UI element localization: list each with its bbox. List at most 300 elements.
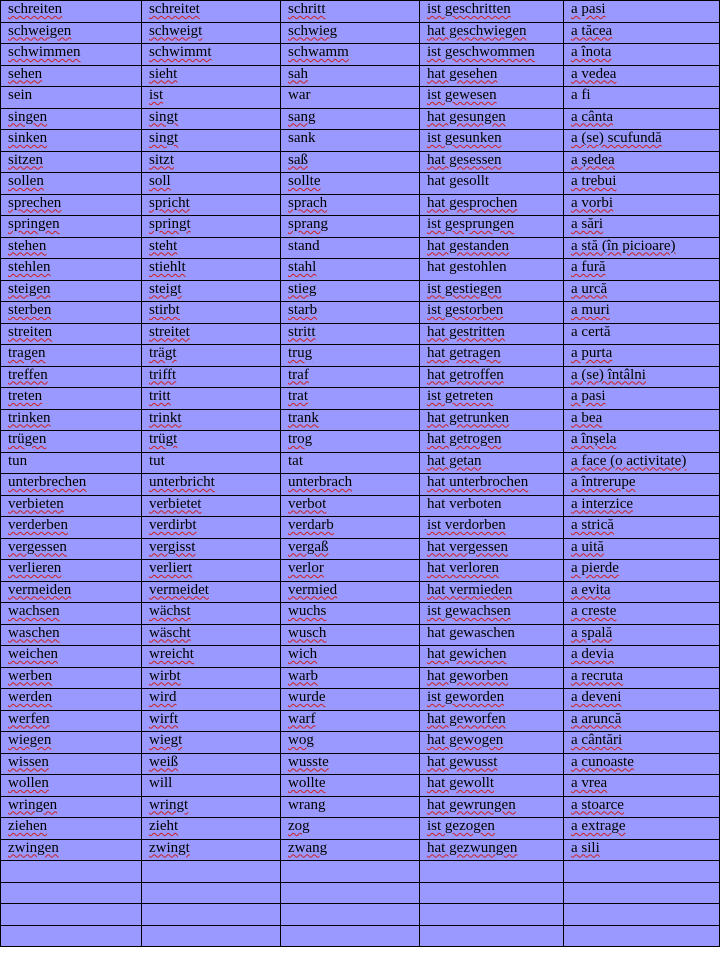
cell-preterite[interactable] (281, 474, 420, 496)
cell-present-3rd-person[interactable] (142, 452, 281, 474)
cell-present-3rd-person[interactable] (142, 130, 281, 152)
cell-present-3rd-person[interactable] (142, 194, 281, 216)
cell-present-3rd-person[interactable] (142, 323, 281, 345)
cell-perfect[interactable] (420, 366, 564, 388)
cell-text: hat geschwiegen (427, 22, 527, 39)
cell-perfect[interactable] (420, 409, 564, 431)
empty-cell[interactable] (281, 925, 420, 947)
cell-translation[interactable] (564, 710, 720, 732)
table-row (1, 280, 720, 302)
cell-present-3rd-person[interactable] (142, 366, 281, 388)
cell-perfect[interactable] (420, 388, 564, 410)
cell-infinitive[interactable] (1, 732, 142, 754)
cell-perfect[interactable] (420, 796, 564, 818)
cell-perfect[interactable] (420, 65, 564, 87)
cell-infinitive[interactable] (1, 1, 142, 23)
cell-text: stiehlt (149, 259, 186, 275)
cell-infinitive[interactable] (1, 323, 142, 345)
cell-preterite[interactable] (281, 44, 420, 66)
cell-text: hat getragen (427, 345, 501, 361)
cell-preterite[interactable] (281, 581, 420, 603)
empty-cell[interactable] (564, 904, 720, 926)
cell-perfect[interactable] (420, 173, 564, 195)
cell-text: verdirbt (149, 517, 197, 533)
cell-preterite[interactable] (281, 732, 420, 754)
cell-present-3rd-person[interactable] (142, 216, 281, 238)
cell-infinitive[interactable] (1, 667, 142, 689)
cell-translation[interactable] (564, 280, 720, 302)
cell-preterite[interactable] (281, 302, 420, 324)
cell-translation[interactable] (564, 345, 720, 367)
cell-text: sollte (288, 173, 321, 189)
cell-preterite[interactable] (281, 108, 420, 130)
cell-preterite[interactable] (281, 280, 420, 302)
empty-cell[interactable] (564, 925, 720, 947)
cell-present-3rd-person[interactable] (142, 818, 281, 840)
cell-text: verbieten (8, 495, 64, 512)
cell-infinitive[interactable] (1, 560, 142, 582)
cell-perfect[interactable] (420, 44, 564, 66)
cell-translation[interactable] (564, 775, 720, 797)
cell-text: hat gesessen (427, 151, 502, 168)
cell-perfect[interactable] (420, 710, 564, 732)
cell-infinitive[interactable] (1, 452, 142, 474)
cell-present-3rd-person[interactable] (142, 280, 281, 302)
cell-perfect[interactable] (420, 624, 564, 646)
table-row (1, 538, 720, 560)
cell-translation[interactable] (564, 302, 720, 324)
cell-translation[interactable] (564, 130, 720, 152)
cell-perfect[interactable] (420, 474, 564, 496)
cell-text: wuchs (288, 603, 327, 619)
cell-text: stahl (288, 259, 317, 275)
cell-preterite[interactable] (281, 495, 420, 517)
cell-translation[interactable] (564, 409, 720, 431)
cell-infinitive[interactable] (1, 581, 142, 603)
cell-preterite[interactable] (281, 538, 420, 560)
cell-infinitive[interactable] (1, 646, 142, 668)
cell-perfect[interactable] (420, 581, 564, 603)
cell-translation[interactable] (564, 538, 720, 560)
cell-text: tun (8, 452, 28, 469)
cell-translation[interactable] (564, 22, 720, 44)
table-row (1, 431, 720, 453)
cell-infinitive[interactable] (1, 603, 142, 625)
cell-perfect[interactable] (420, 603, 564, 625)
cell-infinitive[interactable] (1, 538, 142, 560)
cell-preterite[interactable] (281, 65, 420, 87)
cell-infinitive[interactable] (1, 302, 142, 324)
cell-infinitive[interactable] (1, 753, 142, 775)
cell-infinitive[interactable] (1, 689, 142, 711)
cell-text: a vorbi (571, 194, 614, 211)
cell-text: verderben (8, 517, 68, 533)
cell-present-3rd-person[interactable] (142, 345, 281, 367)
table-row (1, 495, 720, 517)
cell-present-3rd-person[interactable] (142, 624, 281, 646)
cell-present-3rd-person[interactable] (142, 151, 281, 173)
empty-cell[interactable] (142, 882, 281, 904)
cell-translation[interactable] (564, 151, 720, 173)
cell-infinitive[interactable] (1, 194, 142, 216)
empty-cell[interactable] (1, 925, 142, 947)
cell-perfect[interactable] (420, 194, 564, 216)
cell-text: sinken (8, 130, 48, 146)
cell-infinitive[interactable] (1, 710, 142, 732)
cell-text: a interzice (571, 495, 634, 512)
cell-perfect[interactable] (420, 302, 564, 324)
cell-present-3rd-person[interactable] (142, 173, 281, 195)
cell-perfect[interactable] (420, 775, 564, 797)
cell-translation[interactable] (564, 323, 720, 345)
cell-text: a sili (571, 839, 600, 856)
table-row (1, 302, 720, 324)
table-row (1, 87, 720, 109)
empty-cell[interactable] (564, 882, 720, 904)
table-row (1, 474, 720, 496)
cell-text: a deveni (571, 689, 622, 705)
cell-preterite[interactable] (281, 603, 420, 625)
table-row (1, 409, 720, 431)
table-row (1, 603, 720, 625)
cell-preterite[interactable] (281, 388, 420, 410)
cell-text: sieht (149, 65, 178, 82)
cell-preterite[interactable] (281, 87, 420, 109)
cell-text: wächst (149, 603, 191, 619)
cell-preterite[interactable] (281, 560, 420, 582)
cell-text: waschen (8, 624, 60, 641)
cell-translation[interactable] (564, 237, 720, 259)
cell-translation[interactable] (564, 216, 720, 238)
cell-text: a (se) întâlni (571, 366, 646, 383)
table-row (1, 173, 720, 195)
cell-present-3rd-person[interactable] (142, 667, 281, 689)
cell-translation[interactable] (564, 1, 720, 23)
cell-translation[interactable] (564, 646, 720, 668)
cell-infinitive[interactable] (1, 839, 142, 861)
cell-text: trägt (149, 345, 177, 361)
cell-preterite[interactable] (281, 323, 420, 345)
cell-present-3rd-person[interactable] (142, 646, 281, 668)
cell-translation[interactable] (564, 495, 720, 517)
cell-perfect[interactable] (420, 323, 564, 345)
cell-preterite[interactable] (281, 194, 420, 216)
cell-translation[interactable] (564, 667, 720, 689)
cell-infinitive[interactable] (1, 818, 142, 840)
cell-present-3rd-person[interactable] (142, 796, 281, 818)
cell-text: hat gewichen (427, 646, 507, 662)
cell-translation[interactable] (564, 65, 720, 87)
cell-perfect[interactable] (420, 259, 564, 281)
cell-text: ist gesunken (427, 130, 502, 146)
cell-preterite[interactable] (281, 431, 420, 453)
cell-preterite[interactable] (281, 173, 420, 195)
cell-text: a strică (571, 517, 614, 533)
cell-translation[interactable] (564, 517, 720, 539)
cell-preterite[interactable] (281, 22, 420, 44)
cell-preterite[interactable] (281, 130, 420, 152)
cell-present-3rd-person[interactable] (142, 431, 281, 453)
cell-translation[interactable] (564, 194, 720, 216)
cell-translation[interactable] (564, 388, 720, 410)
cell-text: trügt (149, 431, 178, 447)
cell-perfect[interactable] (420, 818, 564, 840)
cell-text: hat gesehen (427, 65, 498, 82)
cell-preterite[interactable] (281, 259, 420, 281)
cell-infinitive[interactable] (1, 65, 142, 87)
cell-preterite[interactable] (281, 796, 420, 818)
cell-translation[interactable] (564, 452, 720, 474)
cell-present-3rd-person[interactable] (142, 302, 281, 324)
cell-text: a aruncă (571, 710, 622, 727)
cell-text: warb (288, 667, 318, 684)
empty-cell[interactable] (420, 925, 564, 947)
cell-text: tat (288, 452, 303, 469)
cell-perfect[interactable] (420, 452, 564, 474)
cell-present-3rd-person[interactable] (142, 87, 281, 109)
cell-present-3rd-person[interactable] (142, 560, 281, 582)
cell-infinitive[interactable] (1, 517, 142, 539)
cell-perfect[interactable] (420, 560, 564, 582)
cell-text: wurde (288, 689, 326, 705)
cell-preterite[interactable] (281, 753, 420, 775)
cell-present-3rd-person[interactable] (142, 388, 281, 410)
empty-cell[interactable] (564, 861, 720, 883)
cell-perfect[interactable] (420, 216, 564, 238)
cell-infinitive[interactable] (1, 173, 142, 195)
cell-present-3rd-person[interactable] (142, 753, 281, 775)
cell-preterite[interactable] (281, 517, 420, 539)
cell-present-3rd-person[interactable] (142, 259, 281, 281)
cell-translation[interactable] (564, 732, 720, 754)
cell-preterite[interactable] (281, 710, 420, 732)
cell-translation[interactable] (564, 753, 720, 775)
cell-text: werfen (8, 710, 50, 727)
cell-text: a stă (în picioare) (571, 237, 676, 254)
empty-table-row (1, 882, 720, 904)
cell-infinitive[interactable] (1, 22, 142, 44)
cell-text: sprang (288, 216, 328, 232)
cell-present-3rd-person[interactable] (142, 409, 281, 431)
cell-perfect[interactable] (420, 839, 564, 861)
cell-text: hat gewusst (427, 753, 498, 770)
table-row (1, 216, 720, 238)
cell-perfect[interactable] (420, 130, 564, 152)
cell-infinitive[interactable] (1, 388, 142, 410)
cell-infinitive[interactable] (1, 237, 142, 259)
cell-perfect[interactable] (420, 280, 564, 302)
cell-text: a fură (571, 259, 606, 275)
cell-translation[interactable] (564, 796, 720, 818)
empty-cell[interactable] (420, 882, 564, 904)
cell-perfect[interactable] (420, 237, 564, 259)
cell-text: sprach (288, 194, 328, 211)
cell-text: weiß (149, 753, 179, 770)
cell-present-3rd-person[interactable] (142, 474, 281, 496)
table-row (1, 624, 720, 646)
cell-text: hat verloren (427, 560, 500, 576)
cell-translation[interactable] (564, 689, 720, 711)
cell-perfect[interactable] (420, 667, 564, 689)
empty-cell[interactable] (281, 904, 420, 926)
cell-infinitive[interactable] (1, 366, 142, 388)
cell-present-3rd-person[interactable] (142, 732, 281, 754)
cell-perfect[interactable] (420, 108, 564, 130)
cell-present-3rd-person[interactable] (142, 65, 281, 87)
cell-text: hat getrogen (427, 431, 502, 447)
cell-preterite[interactable] (281, 775, 420, 797)
cell-text: streiten (8, 323, 53, 340)
cell-text: tut (149, 452, 165, 469)
cell-translation[interactable] (564, 431, 720, 453)
cell-perfect[interactable] (420, 732, 564, 754)
cell-preterite[interactable] (281, 624, 420, 646)
cell-text: treffen (8, 366, 48, 383)
table-row (1, 1, 720, 23)
cell-text: trug (288, 345, 313, 361)
cell-text: trinkt (149, 409, 182, 426)
cell-perfect[interactable] (420, 22, 564, 44)
cell-perfect[interactable] (420, 1, 564, 23)
empty-cell[interactable] (1, 904, 142, 926)
cell-infinitive[interactable] (1, 431, 142, 453)
cell-present-3rd-person[interactable] (142, 689, 281, 711)
cell-infinitive[interactable] (1, 796, 142, 818)
cell-present-3rd-person[interactable] (142, 603, 281, 625)
cell-infinitive[interactable] (1, 130, 142, 152)
cell-text: a înota (571, 44, 612, 60)
cell-present-3rd-person[interactable] (142, 538, 281, 560)
empty-cell[interactable] (281, 882, 420, 904)
cell-preterite[interactable] (281, 689, 420, 711)
table-row (1, 667, 720, 689)
cell-translation[interactable] (564, 560, 720, 582)
cell-text: wusch (288, 624, 327, 641)
cell-translation[interactable] (564, 474, 720, 496)
cell-present-3rd-person[interactable] (142, 775, 281, 797)
cell-infinitive[interactable] (1, 495, 142, 517)
cell-text: verbietet (149, 495, 202, 512)
cell-present-3rd-person[interactable] (142, 22, 281, 44)
table-row (1, 581, 720, 603)
cell-translation[interactable] (564, 108, 720, 130)
cell-present-3rd-person[interactable] (142, 839, 281, 861)
empty-cell[interactable] (281, 861, 420, 883)
cell-translation[interactable] (564, 173, 720, 195)
cell-translation[interactable] (564, 44, 720, 66)
cell-infinitive[interactable] (1, 216, 142, 238)
cell-infinitive[interactable] (1, 151, 142, 173)
empty-cell[interactable] (142, 925, 281, 947)
cell-perfect[interactable] (420, 151, 564, 173)
cell-translation[interactable] (564, 581, 720, 603)
cell-present-3rd-person[interactable] (142, 581, 281, 603)
cell-preterite[interactable] (281, 237, 420, 259)
cell-present-3rd-person[interactable] (142, 710, 281, 732)
cell-text: hat gestohlen (427, 259, 507, 275)
cell-infinitive[interactable] (1, 775, 142, 797)
cell-perfect[interactable] (420, 689, 564, 711)
cell-text: wich (288, 646, 318, 662)
cell-infinitive[interactable] (1, 259, 142, 281)
cell-infinitive[interactable] (1, 624, 142, 646)
cell-infinitive[interactable] (1, 409, 142, 431)
cell-present-3rd-person[interactable] (142, 44, 281, 66)
cell-perfect[interactable] (420, 345, 564, 367)
empty-cell[interactable] (142, 861, 281, 883)
empty-cell[interactable] (1, 861, 142, 883)
cell-translation[interactable] (564, 624, 720, 646)
cell-text: ist gestorben (427, 302, 504, 318)
cell-translation[interactable] (564, 818, 720, 840)
cell-translation[interactable] (564, 839, 720, 861)
cell-text: werden (8, 689, 53, 705)
cell-preterite[interactable] (281, 839, 420, 861)
cell-text: sein (8, 87, 33, 103)
cell-perfect[interactable] (420, 646, 564, 668)
cell-preterite[interactable] (281, 366, 420, 388)
cell-translation[interactable] (564, 603, 720, 625)
cell-preterite[interactable] (281, 1, 420, 23)
cell-text: a vedea (571, 65, 617, 82)
cell-preterite[interactable] (281, 818, 420, 840)
cell-text: a pasi (571, 1, 606, 17)
cell-present-3rd-person[interactable] (142, 1, 281, 23)
cell-infinitive[interactable] (1, 44, 142, 66)
cell-perfect[interactable] (420, 431, 564, 453)
cell-infinitive[interactable] (1, 474, 142, 496)
cell-infinitive[interactable] (1, 108, 142, 130)
empty-cell[interactable] (420, 861, 564, 883)
cell-present-3rd-person[interactable] (142, 517, 281, 539)
cell-translation[interactable] (564, 259, 720, 281)
cell-present-3rd-person[interactable] (142, 237, 281, 259)
cell-preterite[interactable] (281, 216, 420, 238)
cell-text: war (288, 87, 311, 103)
cell-text: ist getreten (427, 388, 494, 404)
cell-perfect[interactable] (420, 538, 564, 560)
cell-infinitive[interactable] (1, 345, 142, 367)
cell-text: singt (149, 108, 179, 125)
cell-perfect[interactable] (420, 87, 564, 109)
empty-cell[interactable] (142, 904, 281, 926)
cell-perfect[interactable] (420, 753, 564, 775)
cell-perfect[interactable] (420, 517, 564, 539)
cell-perfect[interactable] (420, 495, 564, 517)
cell-preterite[interactable] (281, 345, 420, 367)
cell-preterite[interactable] (281, 646, 420, 668)
table-row (1, 560, 720, 582)
cell-present-3rd-person[interactable] (142, 108, 281, 130)
cell-text: wissen (8, 753, 49, 770)
cell-preterite[interactable] (281, 452, 420, 474)
cell-infinitive[interactable] (1, 87, 142, 109)
cell-translation[interactable] (564, 87, 720, 109)
cell-text: stirbt (149, 302, 180, 318)
cell-text: tragen (8, 345, 46, 361)
cell-infinitive[interactable] (1, 280, 142, 302)
cell-preterite[interactable] (281, 151, 420, 173)
cell-preterite[interactable] (281, 409, 420, 431)
cell-text: saß (288, 151, 308, 168)
empty-cell[interactable] (420, 904, 564, 926)
cell-translation[interactable] (564, 366, 720, 388)
cell-text: hat unterbrochen (427, 474, 529, 490)
cell-preterite[interactable] (281, 667, 420, 689)
empty-cell[interactable] (1, 882, 142, 904)
cell-present-3rd-person[interactable] (142, 495, 281, 517)
cell-text: zieht (149, 818, 179, 834)
